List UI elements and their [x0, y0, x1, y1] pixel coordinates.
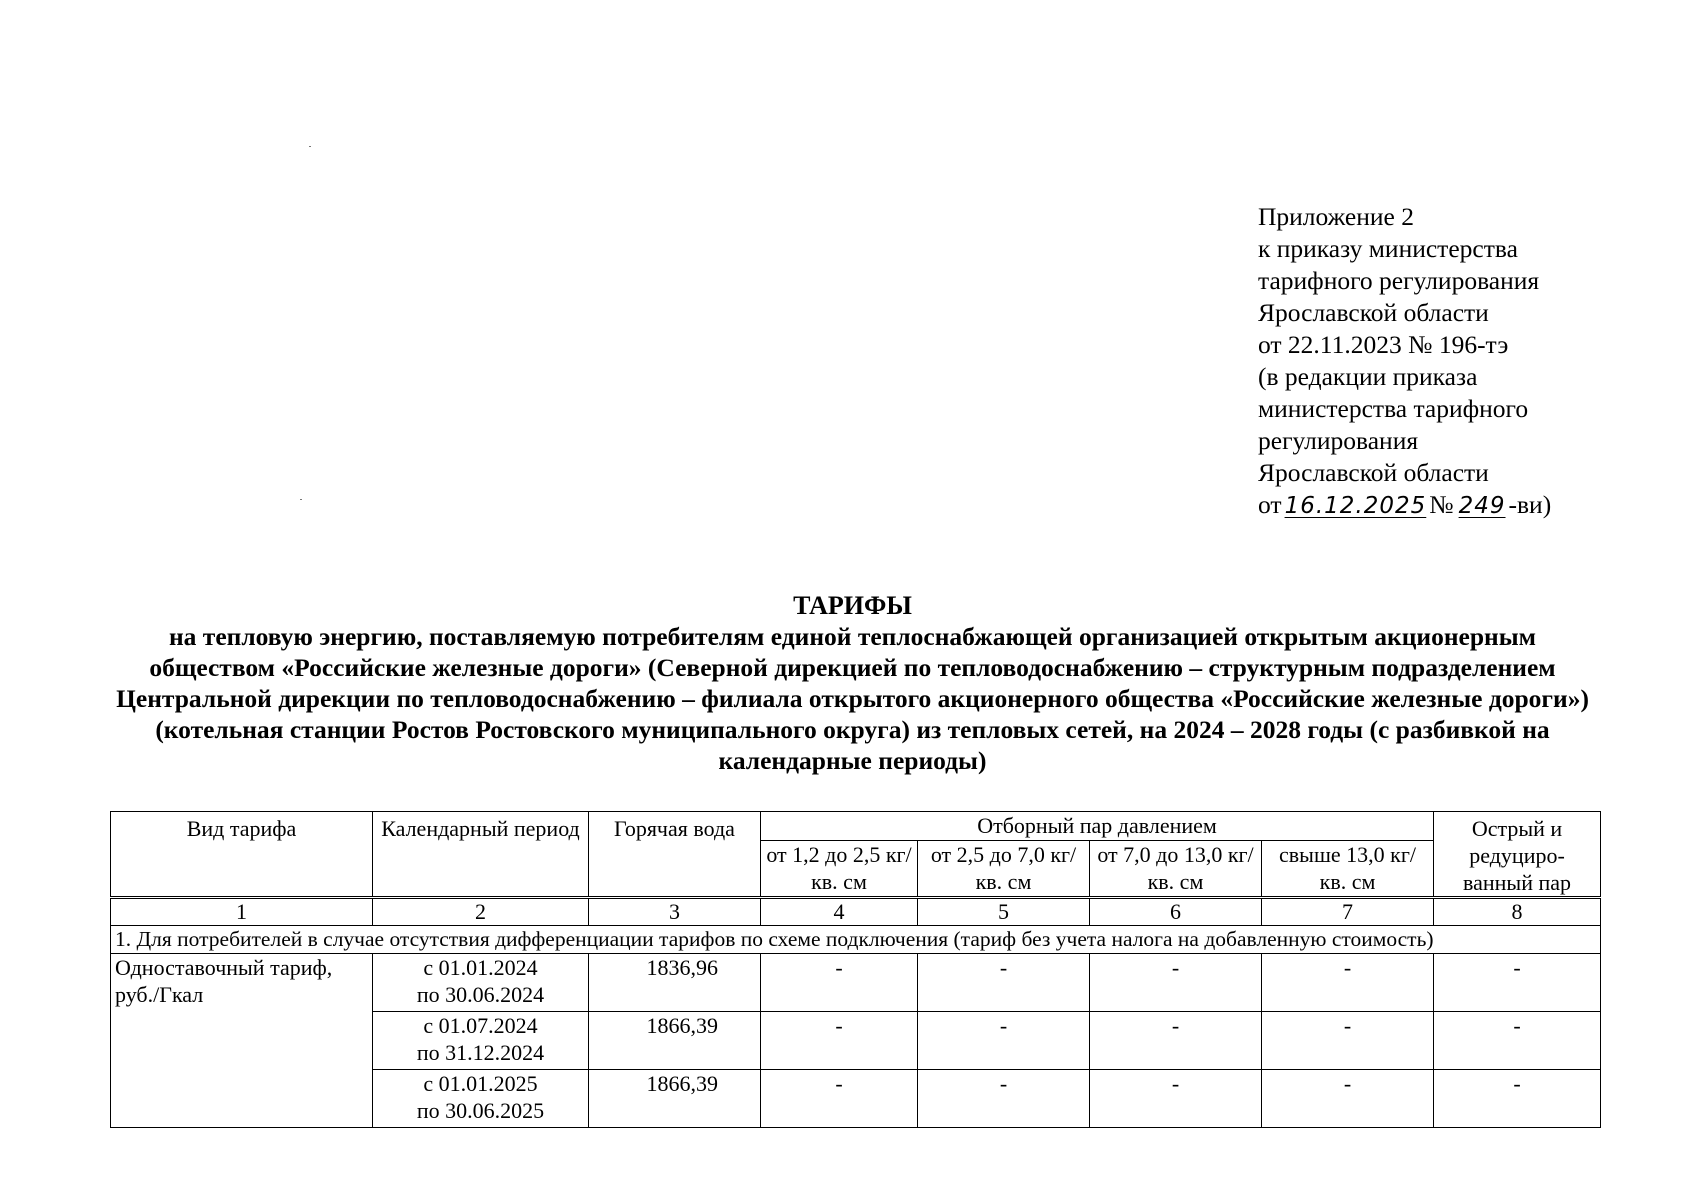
steam-3-value: -: [1090, 1012, 1262, 1070]
period-from: с 01.07.2024: [423, 1013, 538, 1038]
document-subtitle: на тепловую энергию, поставляемую потребителям единой теплоснабжающей организацией открытым акционерным обществом «Российские железные дороги» (Северной дирекцией по тепловодоснабжению – структурным подразделением Центральной дирекции по тепловодоснабжению – филиала открытого акционерного общества «Российские железные дороги») (котельная станции Ростов Ростовского муниципального округа) из тепловых сетей, на 2024 – 2028 годы (с разбивкой на календарные периоды): [116, 622, 1589, 775]
tariffs-table: [110, 811, 1601, 1128]
header-tariff-type: Вид тарифа: [111, 812, 373, 898]
section-1-title: 1. Для потребителей в случае отсутствия дифференциации тарифов по схеме подключения (тариф без учета налога на добавленную стоимость): [111, 926, 1601, 954]
hot-water-value: 1866,39: [589, 1070, 761, 1128]
header-steam-2: от 2,5 до 7,0 кг/ кв. см: [918, 841, 1090, 898]
appendix-line: Ярославской области: [1258, 458, 1489, 487]
period-cell: [373, 954, 589, 1012]
steam-2-value: -: [918, 1070, 1090, 1128]
scan-speck: [300, 499, 302, 500]
amendment-suffix: -ви): [1508, 490, 1552, 519]
appendix-line: Приложение 2: [1258, 202, 1414, 231]
column-number: 8: [1434, 898, 1601, 926]
steam-1-value: -: [761, 1070, 918, 1128]
tariff-type-cell: Одноставочный тариф, руб./Гкал: [111, 954, 373, 1128]
hot-water-value: 1836,96: [589, 954, 761, 1012]
steam-1-value: -: [761, 954, 918, 1012]
appendix-line: к приказу министерства: [1258, 234, 1518, 263]
appendix-note: [1258, 201, 1678, 522]
section-row: [111, 926, 1601, 954]
column-number: 6: [1090, 898, 1262, 926]
column-number: 5: [918, 898, 1090, 926]
table-row: [111, 954, 1601, 1012]
table-header-row: [111, 812, 1601, 841]
steam-4-value: -: [1262, 1070, 1434, 1128]
document-heading: [100, 590, 1605, 776]
appendix-line: министерства тарифного: [1258, 394, 1529, 423]
document-title: ТАРИФЫ: [793, 591, 912, 620]
appendix-line: тарифного регулирования: [1258, 266, 1540, 295]
header-steam-3: от 7,0 до 13,0 кг/ кв. см: [1090, 841, 1262, 898]
period-cell: [373, 1070, 589, 1128]
column-number: 4: [761, 898, 918, 926]
period-to: по 31.12.2024: [416, 1040, 545, 1065]
period-from: с 01.01.2024: [423, 955, 538, 980]
sharp-steam-value: -: [1434, 954, 1601, 1012]
period-to: по 30.06.2024: [416, 982, 545, 1007]
handwritten-number: 249: [1458, 493, 1506, 519]
appendix-line: от 22.11.2023 № 196-тэ: [1258, 330, 1509, 359]
appendix-line: Ярославской области: [1258, 298, 1489, 327]
column-numbers-row: [111, 898, 1601, 926]
sharp-steam-value: -: [1434, 1070, 1601, 1128]
scan-speck: [309, 146, 311, 147]
sharp-steam-value: -: [1434, 1012, 1601, 1070]
column-number: 3: [589, 898, 761, 926]
column-number: 1: [111, 898, 373, 926]
amendment-prefix: от: [1258, 490, 1282, 519]
header-steam-4: свыше 13,0 кг/ кв. см: [1262, 841, 1434, 898]
steam-1-value: -: [761, 1012, 918, 1070]
handwritten-date: 16.12.2025: [1284, 493, 1427, 519]
steam-2-value: -: [918, 1012, 1090, 1070]
hot-water-value: 1866,39: [589, 1012, 761, 1070]
steam-3-value: -: [1090, 1070, 1262, 1128]
steam-3-value: -: [1090, 954, 1262, 1012]
column-number: 2: [373, 898, 589, 926]
appendix-line: регулирования: [1258, 426, 1419, 455]
header-hot-water: Горячая вода: [589, 812, 761, 898]
column-number: 7: [1262, 898, 1434, 926]
header-steam-group: Отборный пар давлением: [761, 812, 1434, 841]
appendix-amendment-line: [1258, 489, 1678, 522]
steam-4-value: -: [1262, 954, 1434, 1012]
period-from: с 01.01.2025: [423, 1071, 538, 1096]
header-steam-1: от 1,2 до 2,5 кг/ кв. см: [761, 841, 918, 898]
header-sharp-steam: Острый и редуциро-ванный пар: [1434, 812, 1601, 898]
steam-4-value: -: [1262, 1012, 1434, 1070]
header-period: Календарный период: [373, 812, 589, 898]
steam-2-value: -: [918, 954, 1090, 1012]
period-to: по 30.06.2025: [416, 1098, 545, 1123]
period-cell: [373, 1012, 589, 1070]
appendix-line: (в редакции приказа: [1258, 362, 1478, 391]
number-sign: №: [1429, 490, 1454, 519]
